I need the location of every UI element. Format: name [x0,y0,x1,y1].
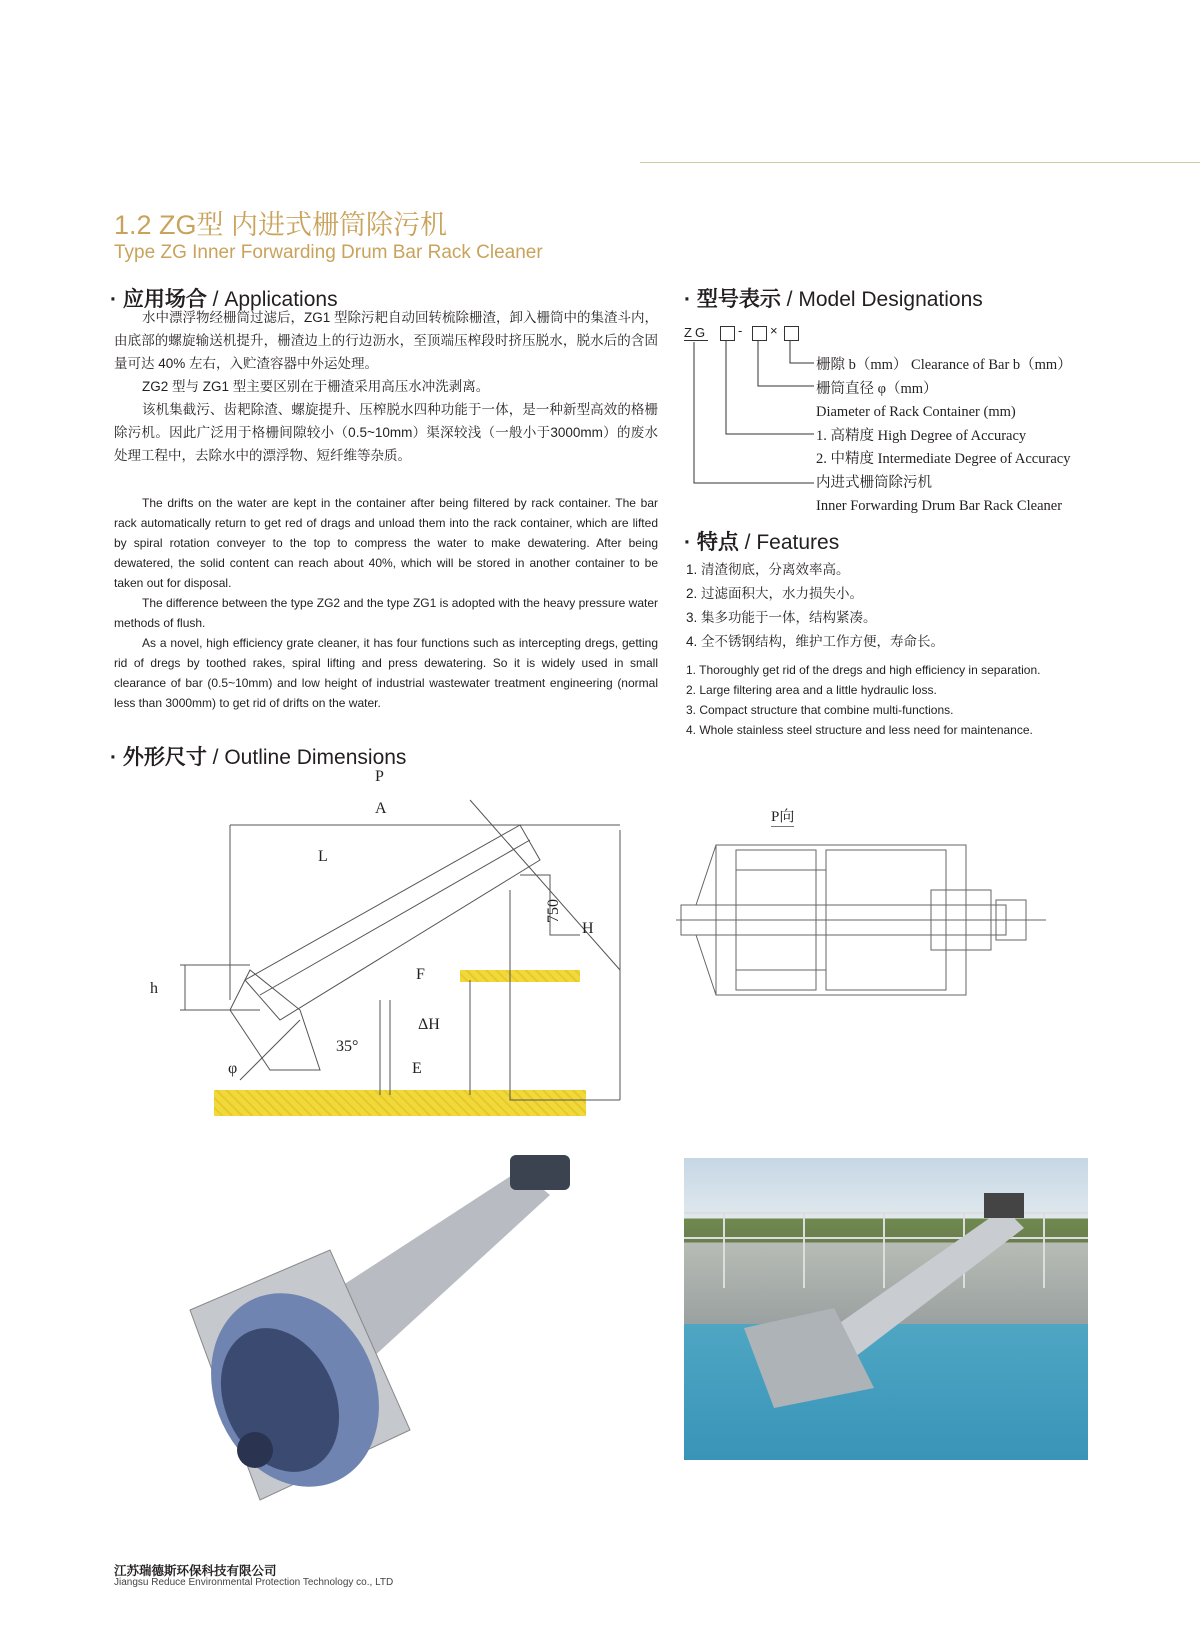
applications-heading: · 应用场合 / Applications [110,288,338,311]
applications-cn [114,306,658,467]
model-heading: · 型号表示 / Model Designations [684,288,983,311]
dim-label-l: L [318,848,328,865]
heading-cn: 型号表示 [696,288,781,311]
feature-item: 4. 全不锈钢结构，维护工作方便，寿命长。 [686,634,945,649]
applications-en [114,493,658,713]
model-code: ZG [684,325,709,340]
feature-item: 3. Compact structure that combine multi-functions. [686,703,954,717]
legend-line: Inner Forwarding Drum Bar Rack Cleaner [816,498,1063,514]
leader-lines [684,318,814,518]
dim-label-delta-h: ΔH [418,1016,440,1033]
heading-cn: 特点 [696,531,739,554]
p-view-outline [676,830,1046,1030]
heading-en: Outline Dimensions [224,746,407,769]
heading-en: Features [756,531,840,554]
paragraph: The difference between the type ZG2 and the type ZG1 is adopted with the heavy pressure water methods of flush. [114,596,658,630]
heading-en: Model Designations [798,288,983,311]
features-cn [686,558,944,654]
legend-line: 2. 中精度 Intermediate Degree of Accuracy [816,451,1071,467]
side-view-drawing [150,770,640,1130]
paragraph: As a novel, high efficiency grate cleaner, it has four functions such as intercepting dregs, getting rid of dregs by toothed rakes, spiral lifting and press dewatering. So it is widely used in small clearance of bar (0.5~10mm) and low height of industrial wastewater treatment engineering (normal less than 3000mm) to get rid of drifts on the water. [114,636,658,710]
features-en [686,660,1040,740]
legend-line: 栅隙 b（mm） Clearance of Bar b（mm） [816,357,1072,373]
model-designation-diagram [684,318,1134,518]
dim-label-750: 750 [545,899,562,923]
heading-cn: 外形尺寸 [122,746,207,769]
product-photo [180,1150,600,1510]
dim-label-phi: φ [228,1060,238,1077]
top-rule [640,162,1200,163]
heading-en: Applications [224,288,338,311]
feature-item: 1. 清渣彻底，分离效率高。 [686,562,850,577]
feature-item: 2. Large filtering area and a little hydraulic loss. [686,683,937,697]
paragraph: 该机集截污、齿耙除渣、螺旋提升、压榨脱水四种功能于一体，是一种新型高效的格栅除污机。因此广泛用于格栅间隙较小（0.5~10mm）渠深较浅（一般小于3000mm）的废水处理工程中，去除水中的漂浮物、短纤维等杂质。 [114,402,658,463]
legend-line: 内进式栅筒除污机 [816,474,932,491]
paragraph: ZG2 型与 ZG1 型主要区别在于栅渣采用高压水冲洗剥离。 [142,379,490,394]
feature-item: 1. Thoroughly get rid of the dregs and high efficiency in separation. [686,663,1041,677]
dim-label-p: P [375,768,384,785]
paragraph: The drifts on the water are kept in the container after being filtered by rack container. The bar rack automatically return to get red of drags and unload them into the rack container, which are lifted by spiral rotation conveyer to the top to compress the water to make dewatering. After being dewatered, the solid content can reach about 40%, which will be stored in another container to be taken out for disposal. [114,496,658,590]
installation-photo [684,1158,1088,1460]
page-title-en: Type ZG Inner Forwarding Drum Bar Rack Cleaner [114,242,543,263]
feature-item: 2. 过滤面积大，水力损失小。 [686,586,864,601]
dim-label-e: E [412,1060,422,1077]
dimensions-heading: · 外形尺寸 / Outline Dimensions [110,746,407,769]
dim-label-f: F [416,966,425,983]
heading-cn: 应用场合 [122,288,207,311]
p-view-label: P向 [771,805,794,827]
legend-line: 栅筒直径 φ（mm） [816,380,938,397]
machine-photo-illustration [180,1150,600,1510]
feature-item: 3. 集多功能于一体，结构紧凑。 [686,610,877,625]
dim-label-a: A [375,800,387,817]
installation-photo-illustration [684,1158,1088,1460]
model-legend [816,354,1072,519]
machine-outline [150,770,640,1130]
dim-label-h-small: h [150,980,158,997]
paragraph: 水中漂浮物经栅筒过滤后，ZG1 型除污耙自动回转梳除栅渣，卸入栅筒中的集渣斗内，由底部的螺旋输送机提升，栅渣边上的行边沥水，至顶端压榨段时挤压脱水，脱水后的含固量可达 40% 左右，入贮渣容器中外运处理。 [114,310,659,371]
separator: - [738,323,743,338]
dim-label-h-big: H [582,920,594,937]
page-title-cn: 1.2 ZG型 内进式栅筒除污机 [114,210,448,240]
features-heading: · 特点 / Features [684,531,840,554]
p-view-drawing [676,805,1046,1030]
company-name-cn: 江苏瑞德斯环保科技有限公司 [114,1564,277,1578]
separator: × [770,323,778,338]
feature-item: 4. Whole stainless steel structure and less need for maintenance. [686,723,1033,737]
legend-line: Diameter of Rack Container (mm) [816,404,1016,420]
company-name-en: Jiangsu Reduce Environmental Protection Technology co., LTD [114,1577,394,1588]
legend-line: 1. 高精度 High Degree of Accuracy [816,427,1027,444]
dim-label-angle: 35° [336,1038,359,1055]
